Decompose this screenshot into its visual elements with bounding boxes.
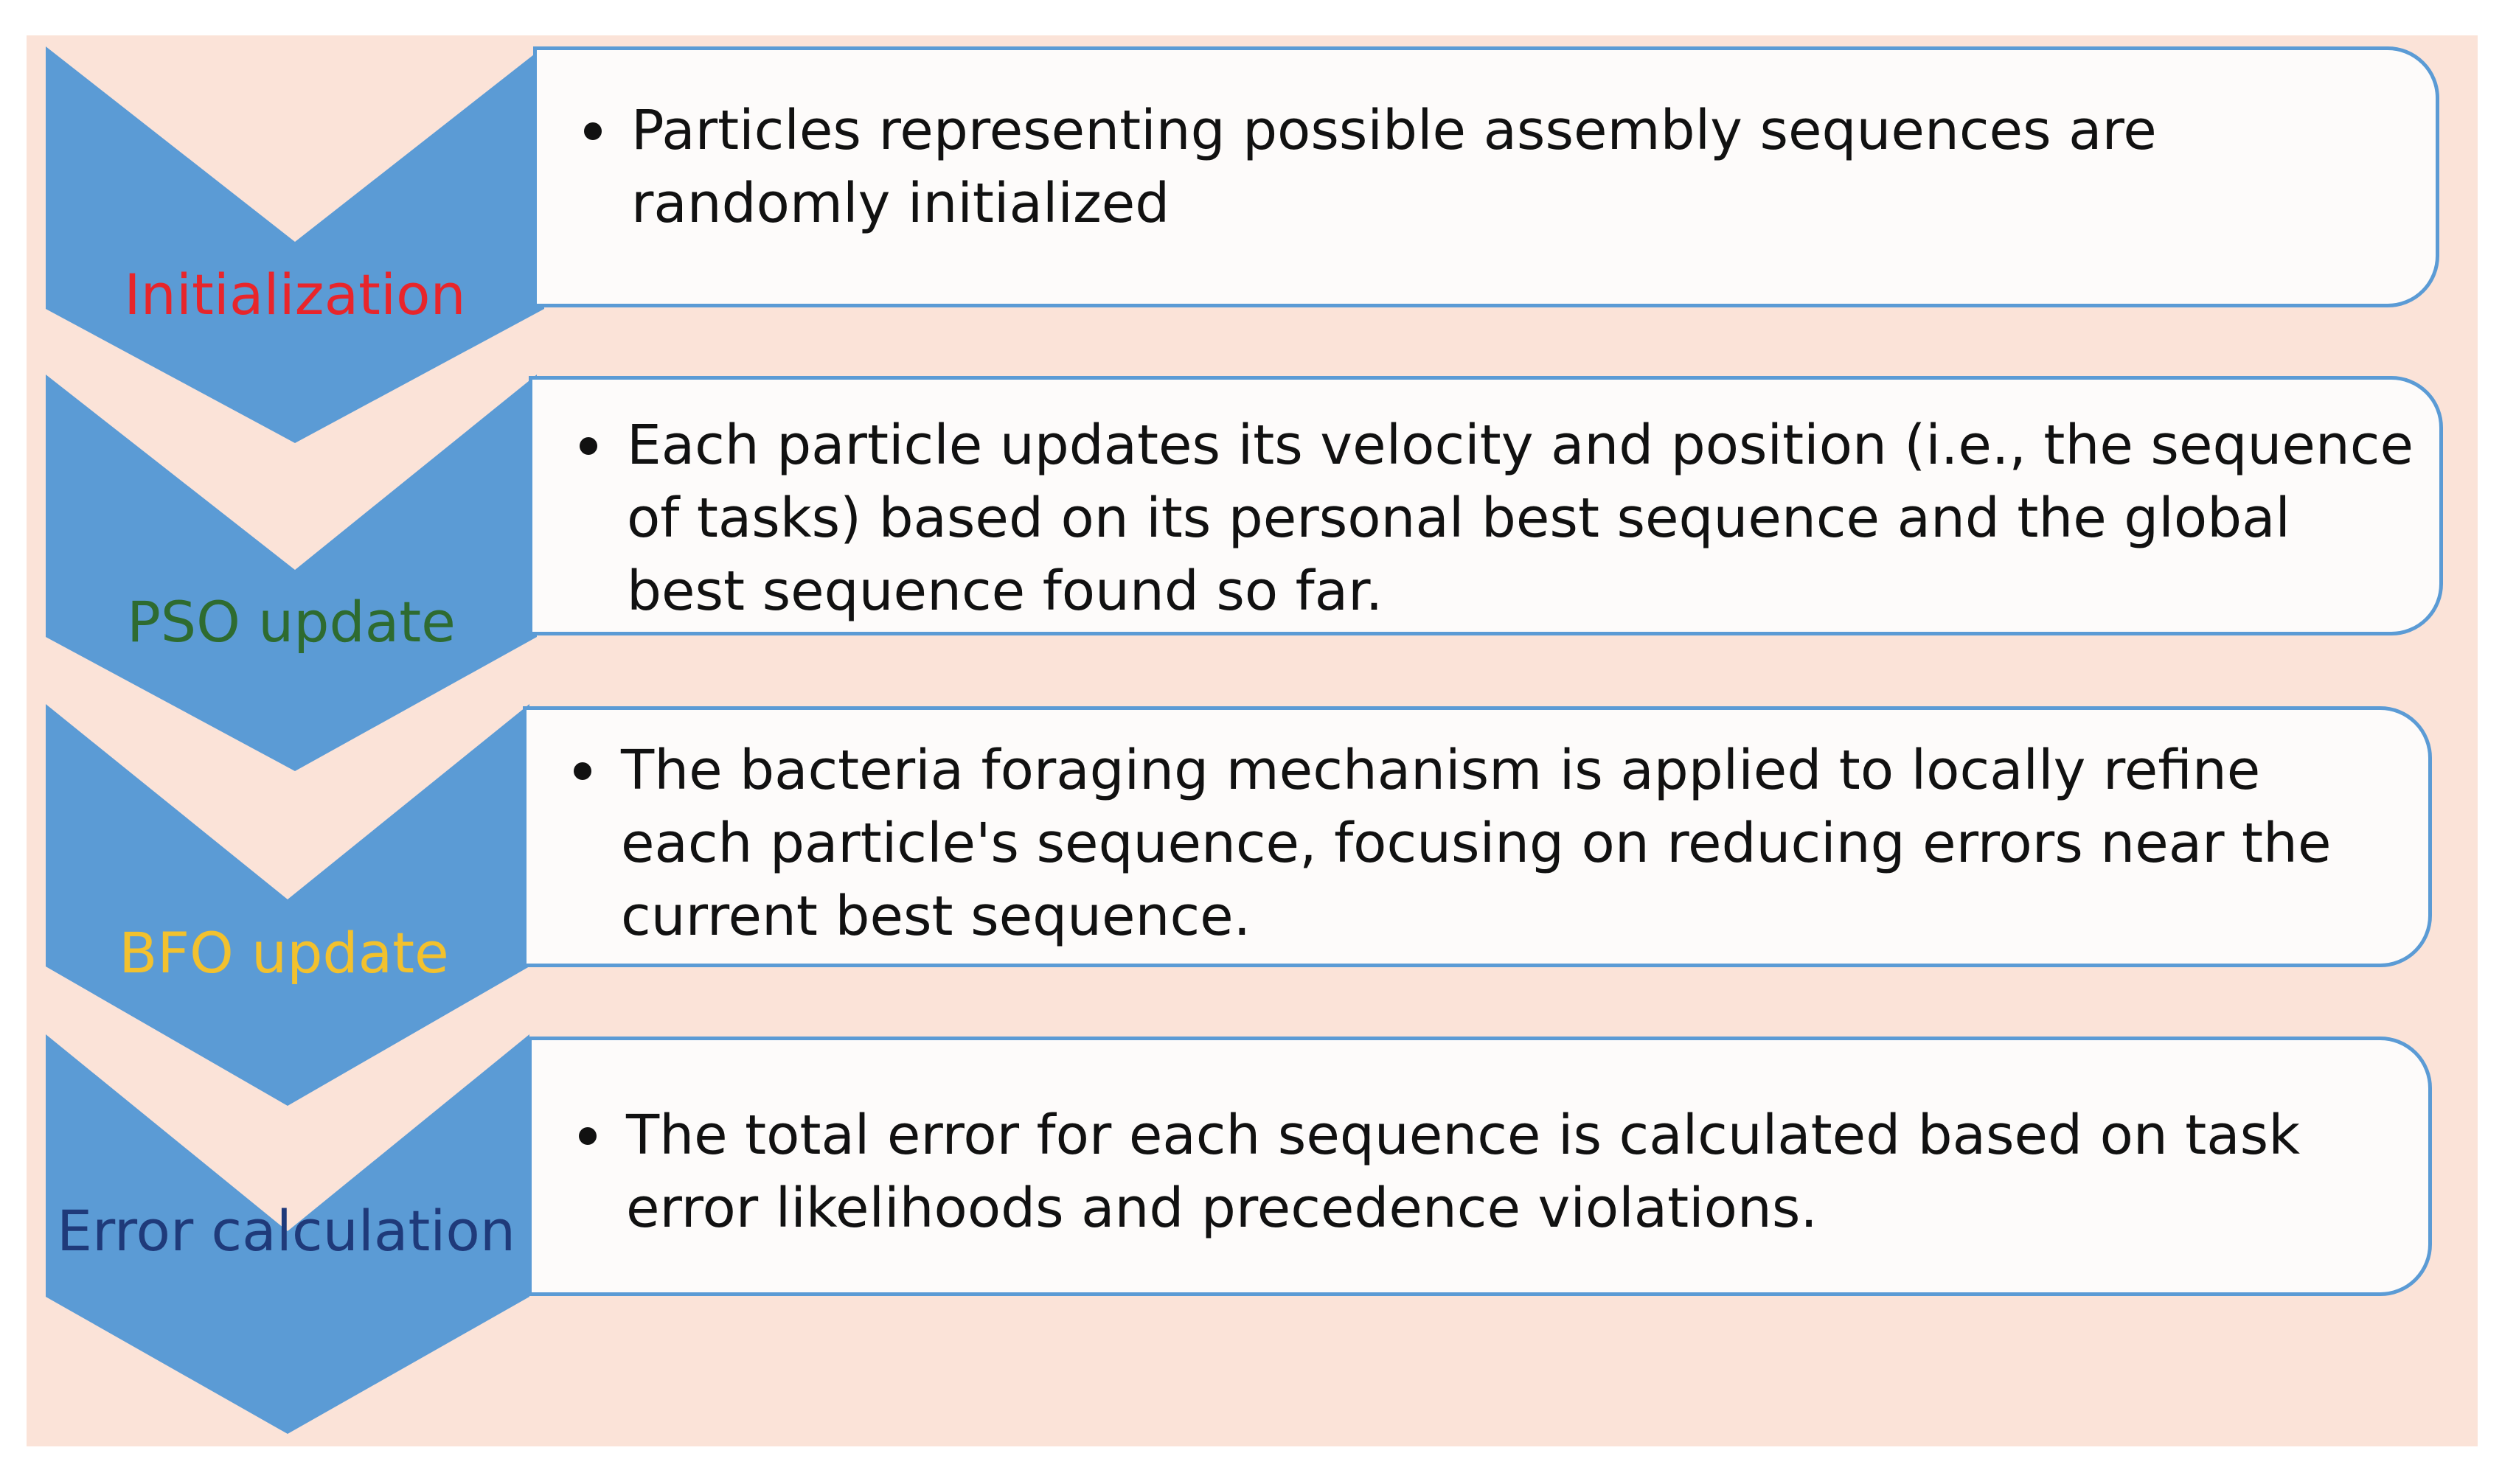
bullet-list — [631, 94, 2414, 240]
step-description-box-pso-update — [529, 376, 2443, 635]
step-description-box-bfo-update — [523, 706, 2432, 967]
step-label-error-calculation: Error calculation — [56, 1198, 516, 1264]
bullet-list — [626, 1099, 2406, 1245]
step-description-bfo-update: The bacteria foraging mechanism is applied to locally refine each particle's sequence, focusing on reducing errors near the current best sequence. — [621, 734, 2406, 953]
step-description-error-calculation: The total error for each sequence is calculated based on task error likelihoods and precedence violations. — [626, 1099, 2406, 1245]
step-description-box-error-calculation — [528, 1037, 2432, 1296]
step-label-pso-update: PSO update — [127, 589, 456, 655]
step-label-initialization: Initialization — [124, 262, 466, 327]
step-description-initialization: Particles representing possible assembly sequences are randomly initialized — [631, 94, 2414, 240]
step-description-box-initialization — [533, 46, 2439, 307]
step-description-pso-update: Each particle updates its velocity and position (i.e., the sequence of tasks) based on its personal best sequence and the global best sequence found so far. — [627, 409, 2417, 628]
step-label-bfo-update: BFO update — [119, 920, 449, 986]
chevron-initialization — [46, 46, 544, 443]
bullet-list — [621, 734, 2406, 953]
bullet-list — [627, 409, 2417, 628]
